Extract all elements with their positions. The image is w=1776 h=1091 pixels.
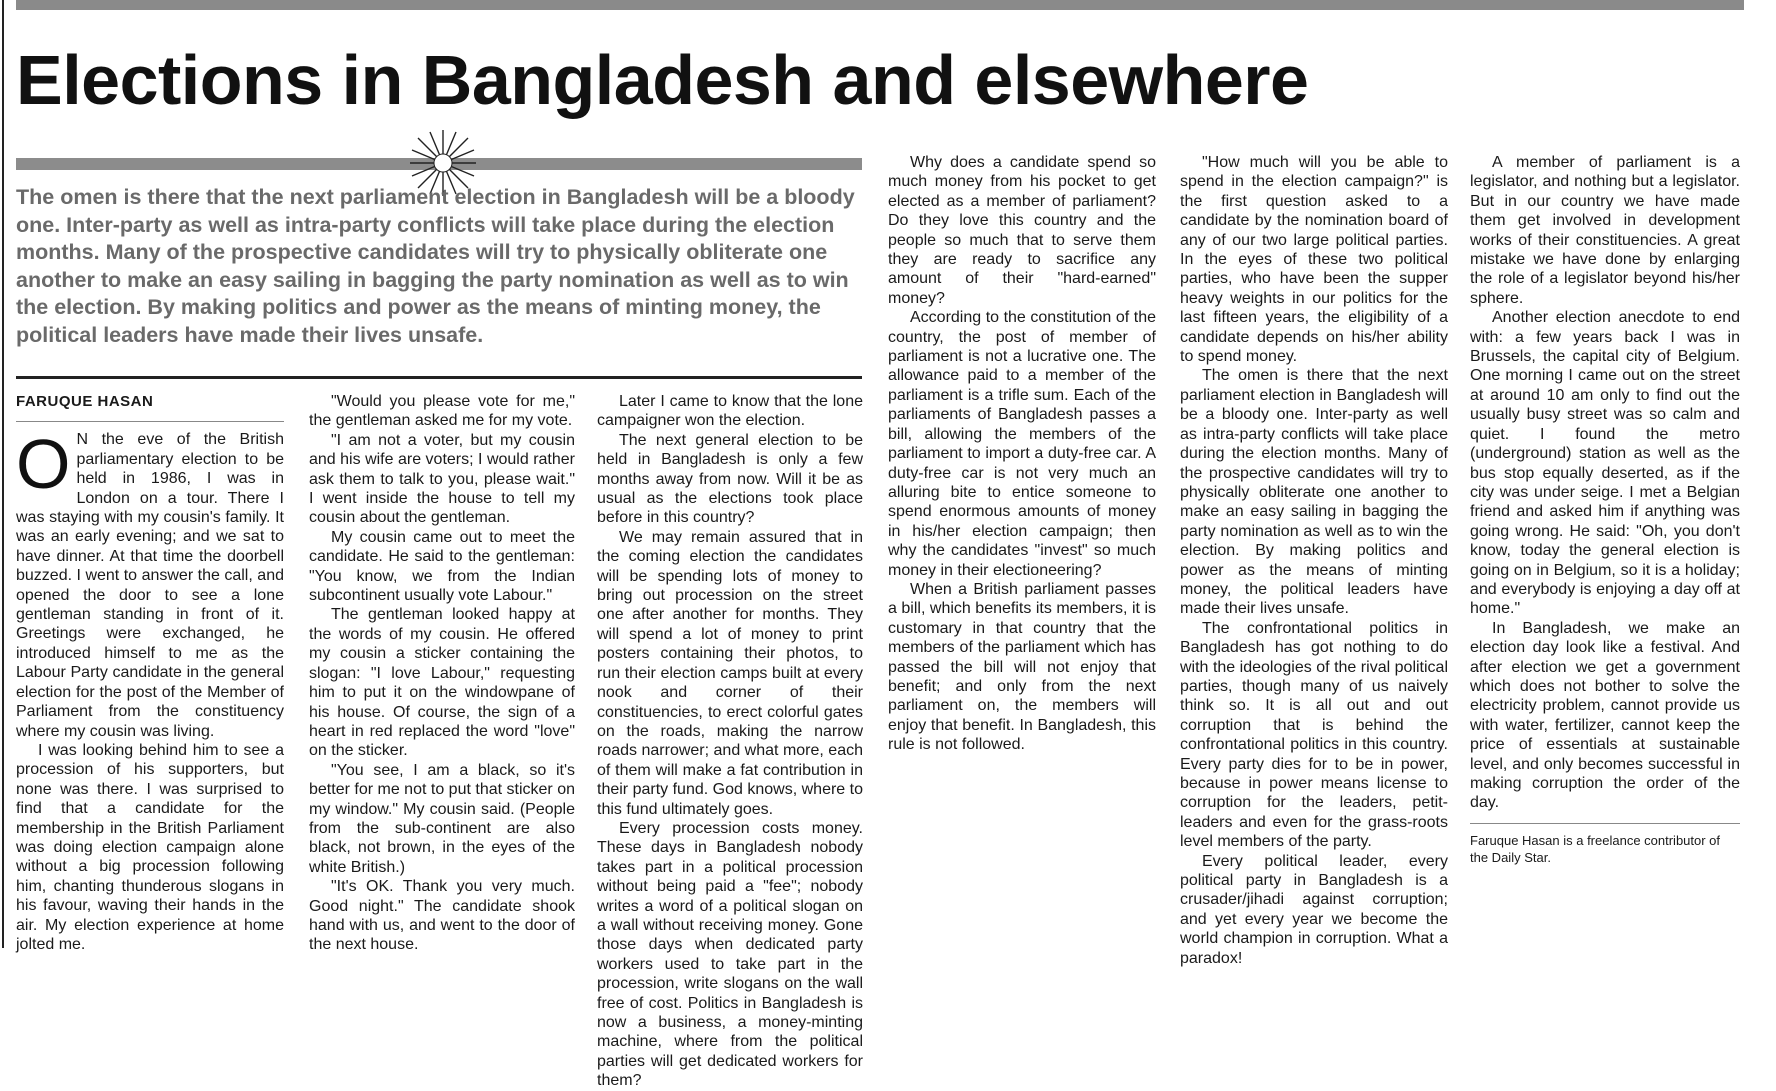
paragraph: "It's OK. Thank you very much. Good night." The candidate shook hand with us, and went to the door of the next house. — [309, 878, 575, 954]
paragraph: The omen is there that the next parliament election in Bangladesh will be a bloody one. Inter-party as well as intra-party conflicts will take place during the election months. Many of the prospective candidates will try to physically obliterate one another to make an easy sailing in bagging the party nomination as well as to win the election. By making politics and power as the means of minting money, the political leaders have made their lives unsafe. — [1180, 367, 1448, 618]
column-3 — [597, 392, 863, 1091]
top-rule — [16, 0, 1744, 10]
column-4 — [888, 153, 1156, 755]
paragraph: Every political leader, every political party in Bangladesh is a crusader/jihadi against corruption; and yet every year we become the world champion in corruption. What a paradox! — [1180, 852, 1448, 967]
column-6 — [1470, 153, 1740, 866]
paragraph: Every procession costs money. These days in Bangladesh nobody takes part in a political procession without being paid a "fee"; nobody writes a word of a political slogan on a wall without receiving money. Gone those days when dedicated party workers used to take part in the procession, write slogans on the wall free of cost. Politics in Bangladesh is now a business, a money-minting machine, where from the political parties will get dedicated workers for them? — [597, 819, 863, 1090]
byline-rule — [16, 421, 284, 422]
byline: FARUQUE HASAN — [16, 393, 154, 410]
paragraph: According to the constitution of the country, the post of member of parliament is not a lucrative one. The allowance paid to a member of the parliament is a trifle sum. Each of the parliaments of Bangladesh passes a bill, allowing the members of the parliament to import a duty-free car. A duty-free car is not very much an alluring bite to entice someone to spend enormous amounts of money in his/her election campaign; then why the candidates "invest" so much money in their electioneering? — [888, 309, 1156, 579]
column-2 — [309, 392, 575, 955]
paragraph: In Bangladesh, we make an election day look like a festival. And after election we get a government which does not bother to solve the electricity problem, cannot provide us with water, fertilizer, cannot keep the price of essentials at sustainable level, and only becomes successful in making corruption the order of the day. — [1470, 619, 1740, 812]
standfirst: The omen is there that the next parliament election in Bangladesh will be a bloody one. Inter-party as well as intra-party conflicts will take place during the election months. Many of the prospective candidates will try to physically obliterate one another to make an easy sailing in bagging the party nomination as well as to win the election. By making politics and power as the means of minting money, the political leaders have made their lives unsafe. — [16, 185, 855, 347]
drop-cap: O — [16, 425, 71, 504]
paragraph: My cousin came out to meet the candidate. He said to the gentleman: "You know, we from the Indian subcontinent usually vote Labour." — [309, 528, 575, 605]
headline: Elections in Bangladesh and elsewhere — [16, 41, 1309, 119]
standfirst-bottom-rule — [16, 376, 862, 379]
paragraph: "How much will you be able to spend in the election campaign?" is the first question asked to a candidate by the nomination board of any of our two large political parties. In the eyes of these two political parties, who have been the supper heavy weights in our politics for the last fifteen years, the eligibility of a candidate depends on his/her ability to spend money. — [1180, 154, 1448, 366]
paragraph: The confrontational politics in Bangladesh has got nothing to do with the ideologies of the rival political parties, though many of us naively think so. It is all out and out corruption that is behind the confrontational politics in this country. Every party dies for to be in power, because in power means license to corruption for the leaders, petit-leaders and even for the grass-roots level members of the party. — [1180, 619, 1448, 851]
paragraph: Another election anecdote to end with: a few years back I was in Brussels, the capital city of Belgium. One morning I came out on the street at around 10 am only to find out the usually busy street was so calm and quiet. I found the metro (underground) station as well as the bus stop equally deserted, as if the city was under seige. I met a Belgian friend and asked him if anything was going wrong. He said: "Oh, you don't know, today the general election is going on in Belgium, so it is a holiday; and everybody is enjoying a day off at home." — [1470, 309, 1740, 618]
column-1 — [16, 392, 284, 954]
page-left-rule — [2, 0, 4, 948]
paragraph: The gentleman looked happy at the words of my cousin. He offered my cousin a sticker containing the slogan: "I love Labour," requesting him to put it on the windowpane of his house. Of course, the sign of a heart in red replaced the word "love" on the sticker. — [309, 606, 575, 760]
author-note: Faruque Hasan is a freelance contributor of the Daily Star. — [1470, 832, 1721, 865]
paragraph: "You see, I am a black, so it's better for me not to put that sticker on my window." My cousin said. (People from the sub-continent are also black, not brown, in the eyes of the white British.) — [309, 761, 575, 876]
paragraph: "Would you please vote for me," the gentleman asked me for my vote. — [309, 393, 575, 430]
paragraph: The next general election to be held in Bangladesh is only a few months away from now. Will it be as usual as the elections took place before in this country? — [597, 431, 863, 527]
paragraph: "I am not a voter, but my cousin and his wife are voters; I would rather ask them to talk to you, please wait." I went inside the house to tell my cousin about the gentleman. — [309, 431, 575, 527]
paragraph: We may remain assured that in the coming election the candidates will be spending lots of money to bring out procession on the street one after another for months. They will spend a lot of money to print posters containing their photos, to run their election camps built at every nook and corner of their constituencies, to erect colorful gates on the roads, making the narrow roads narrower; and what more, each of them will make a fat contribution in their party fund. God knows, where to this fund ultimately goes. — [597, 528, 863, 818]
first-paragraph-text: N the eve of the British parliamentary election to be held in 1986, I was in London on a tour. There I was staying with my cousin's family. It was an early evening; and we sat to have dinner. At that time the doorbell buzzed. I went to answer the call, and opened the door to see a lone gentleman standing in front of it. Greetings were exchanged, he introduced himself to me as the Labour Party candidate in the general election for the post of the Member of Parliament from the constituency where my cousin was living. — [16, 431, 284, 740]
paragraph: Why does a candidate spend so much money from his pocket to get elected as a member of parliament? Do they love this country and the people so much that to serve them they are ready to sacrifice any amount of their "hard-earned" money? — [888, 154, 1156, 307]
paragraph: When a British parliament passes a bill, which benefits its members, it is customary in that country that the members of the parliament which has passed the bill will not enjoy that benefit; and only from the next parliament on, the members will enjoy that benefit. In Bangladesh, this rule is not followed. — [888, 580, 1156, 754]
paragraph: A member of parliament is a legislator, and nothing but a legislator. But in our country we have made them get involved in development works of their constituencies. A great mistake we have done by enlarging the role of a legislator beyond his/her sphere. — [1470, 154, 1740, 307]
column-5 — [1180, 153, 1448, 968]
paragraph: I was looking behind him to see a procession of his supporters, but none was there. I was surprised to find that a candidate for the membership in the British Parliament was doing election campaign alone without a big procession following him, chanting thunderous slogans in his favour, waving their hands in the air. My election experience at home jolted me. — [16, 741, 284, 953]
author-note-rule — [1470, 823, 1740, 824]
paragraph: Later I came to know that the lone campaigner won the election. — [597, 393, 863, 430]
first-paragraph — [16, 425, 284, 741]
